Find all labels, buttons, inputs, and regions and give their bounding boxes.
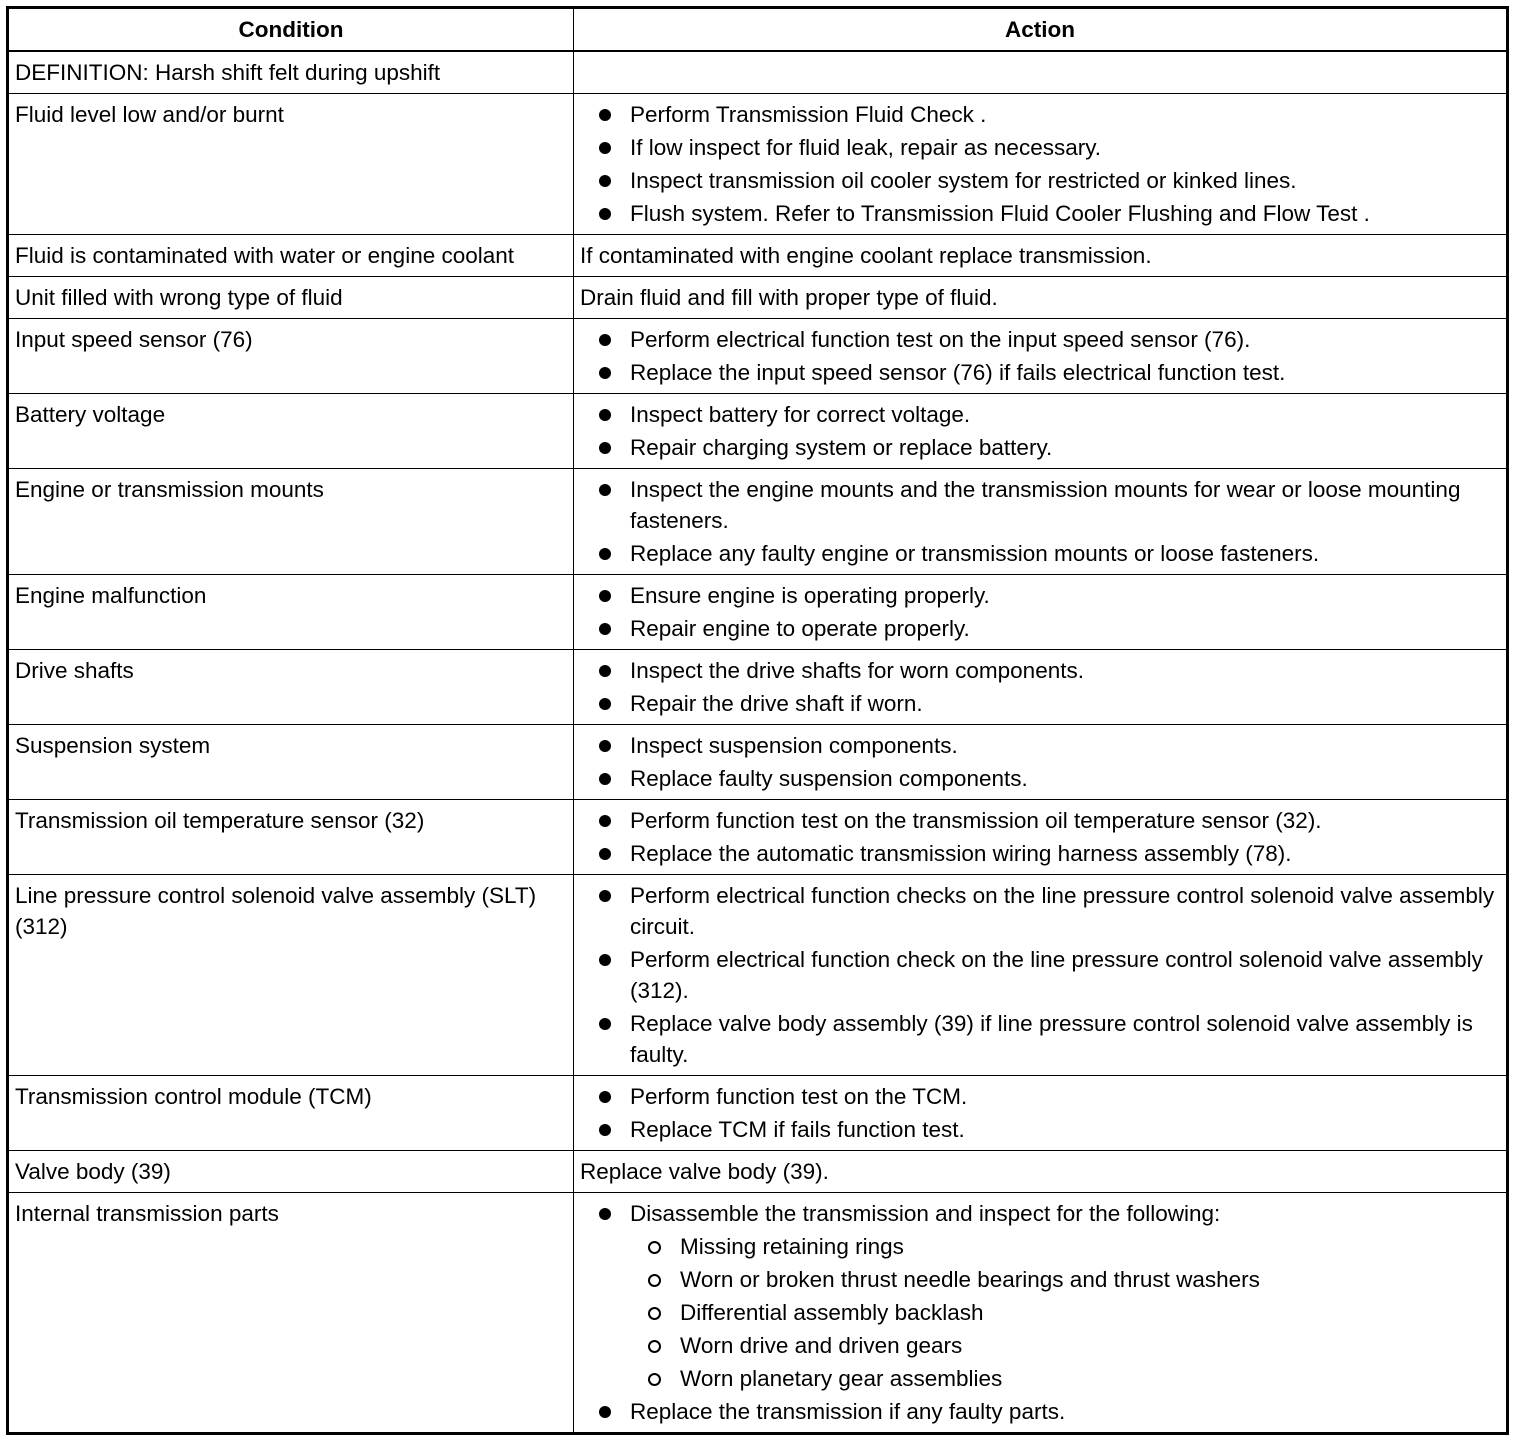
- list-item-text: Replace the input speed sensor (76) if fails electrical function test.: [630, 360, 1286, 385]
- list-item-text: Replace the automatic transmission wiring harness assembly (78).: [630, 841, 1292, 866]
- condition-cell: DEFINITION: Harsh shift felt during upshift: [8, 51, 574, 94]
- list-item-text: Perform electrical function test on the input speed sensor (76).: [630, 327, 1251, 352]
- bullet-dot-icon: [599, 1091, 611, 1103]
- list-item: [580, 730, 1500, 761]
- sub-list-item-text: Differential assembly backlash: [680, 1300, 984, 1325]
- list-item-text: Perform function test on the TCM.: [630, 1084, 968, 1109]
- list-item: [580, 1008, 1500, 1070]
- action-list: [580, 324, 1500, 388]
- action-list: [580, 474, 1500, 569]
- diagnostic-table: [6, 6, 1509, 1435]
- action-cell: [574, 725, 1508, 800]
- list-item: [580, 474, 1500, 536]
- sub-list: [630, 1231, 1500, 1394]
- table-row: [8, 51, 1508, 94]
- list-item: [580, 1396, 1500, 1427]
- bullet-circle-icon: [648, 1307, 661, 1320]
- list-item: [580, 655, 1500, 686]
- table-row: [8, 1193, 1508, 1434]
- condition-cell: Suspension system: [8, 725, 574, 800]
- action-column-header: Action: [574, 8, 1508, 52]
- bullet-dot-icon: [599, 665, 611, 677]
- list-item: [580, 1081, 1500, 1112]
- list-item: [580, 880, 1500, 942]
- action-cell: If contaminated with engine coolant replace transmission.: [574, 235, 1508, 277]
- action-cell: [574, 575, 1508, 650]
- bullet-dot-icon: [599, 1124, 611, 1136]
- list-item-text: Inspect battery for correct voltage.: [630, 402, 971, 427]
- list-item-text: Repair the drive shaft if worn.: [630, 691, 923, 716]
- table-row: [8, 277, 1508, 319]
- list-item: [580, 805, 1500, 836]
- bullet-dot-icon: [599, 1406, 611, 1418]
- list-item-text: Perform Transmission Fluid Check .: [630, 102, 987, 127]
- bullet-dot-icon: [599, 1208, 611, 1220]
- list-item: [580, 324, 1500, 355]
- table-row: [8, 875, 1508, 1076]
- sub-list-item: [630, 1231, 1500, 1262]
- bullet-dot-icon: [599, 548, 611, 560]
- action-cell: [574, 650, 1508, 725]
- condition-cell: Engine malfunction: [8, 575, 574, 650]
- list-item: [580, 838, 1500, 869]
- sub-list-item-text: Worn planetary gear assemblies: [680, 1366, 1003, 1391]
- action-cell: Replace valve body (39).: [574, 1151, 1508, 1193]
- action-list: [580, 399, 1500, 463]
- bullet-circle-icon: [648, 1373, 661, 1386]
- table-row: [8, 800, 1508, 875]
- condition-cell: Drive shafts: [8, 650, 574, 725]
- table-row: [8, 394, 1508, 469]
- list-item-text: Perform electrical function check on the line pressure control solenoid valve assembly (312).: [630, 947, 1483, 1003]
- action-cell: [574, 51, 1508, 94]
- action-list: [580, 880, 1500, 1070]
- list-item-text: Replace valve body assembly (39) if line pressure control solenoid valve assembly is faulty.: [630, 1011, 1473, 1067]
- action-list: [580, 805, 1500, 869]
- list-item-text: Replace faulty suspension components.: [630, 766, 1028, 791]
- sub-list-item: [630, 1297, 1500, 1328]
- list-item-text: Replace TCM if fails function test.: [630, 1117, 965, 1142]
- sub-list-item-text: Worn or broken thrust needle bearings and thrust washers: [680, 1267, 1260, 1292]
- action-list: [580, 580, 1500, 644]
- condition-cell: Battery voltage: [8, 394, 574, 469]
- list-item-text: Inspect suspension components.: [630, 733, 958, 758]
- bullet-dot-icon: [599, 623, 611, 635]
- bullet-dot-icon: [599, 142, 611, 154]
- list-item-text: Perform electrical function checks on the line pressure control solenoid valve assembly circuit.: [630, 883, 1495, 939]
- action-cell: [574, 94, 1508, 235]
- list-item: [580, 944, 1500, 1006]
- bullet-dot-icon: [599, 890, 611, 902]
- table-row: [8, 575, 1508, 650]
- action-cell: [574, 875, 1508, 1076]
- list-item: [580, 399, 1500, 430]
- list-item: [580, 1198, 1500, 1394]
- list-item-text: If low inspect for fluid leak, repair as necessary.: [630, 135, 1102, 160]
- table-row: [8, 650, 1508, 725]
- table-row: [8, 235, 1508, 277]
- action-cell: [574, 800, 1508, 875]
- list-item: [580, 763, 1500, 794]
- action-cell: [574, 394, 1508, 469]
- list-item: [580, 538, 1500, 569]
- list-item-text: Disassemble the transmission and inspect for the following:: [630, 1201, 1221, 1226]
- bullet-circle-icon: [648, 1241, 661, 1254]
- list-item-text: Perform function test on the transmission oil temperature sensor (32).: [630, 808, 1322, 833]
- condition-cell: Unit filled with wrong type of fluid: [8, 277, 574, 319]
- bullet-dot-icon: [599, 409, 611, 421]
- action-cell: Drain fluid and fill with proper type of fluid.: [574, 277, 1508, 319]
- list-item-text: Inspect transmission oil cooler system for restricted or kinked lines.: [630, 168, 1297, 193]
- condition-cell: Input speed sensor (76): [8, 319, 574, 394]
- sub-list-item: [630, 1264, 1500, 1295]
- list-item-text: Repair charging system or replace battery.: [630, 435, 1053, 460]
- list-item: [580, 99, 1500, 130]
- bullet-dot-icon: [599, 773, 611, 785]
- sub-list-item: [630, 1330, 1500, 1361]
- condition-cell: Internal transmission parts: [8, 1193, 574, 1434]
- condition-cell: Engine or transmission mounts: [8, 469, 574, 575]
- action-list: [580, 1198, 1500, 1427]
- bullet-dot-icon: [599, 590, 611, 602]
- list-item: [580, 357, 1500, 388]
- bullet-dot-icon: [599, 1018, 611, 1030]
- bullet-circle-icon: [648, 1274, 661, 1287]
- list-item: [580, 580, 1500, 611]
- bullet-dot-icon: [599, 815, 611, 827]
- sub-list-item-text: Missing retaining rings: [680, 1234, 904, 1259]
- action-list: [580, 99, 1500, 229]
- condition-cell: Valve body (39): [8, 1151, 574, 1193]
- sub-list-item-text: Worn drive and driven gears: [680, 1333, 963, 1358]
- list-item-text: Flush system. Refer to Transmission Fluid Cooler Flushing and Flow Test .: [630, 201, 1370, 226]
- action-list: [580, 730, 1500, 794]
- condition-cell: Fluid level low and/or burnt: [8, 94, 574, 235]
- list-item-text: Ensure engine is operating properly.: [630, 583, 990, 608]
- list-item: [580, 198, 1500, 229]
- bullet-dot-icon: [599, 334, 611, 346]
- bullet-dot-icon: [599, 208, 611, 220]
- table-body: [8, 51, 1508, 1434]
- sub-list-item: [630, 1363, 1500, 1394]
- list-item: [580, 165, 1500, 196]
- table-row: [8, 725, 1508, 800]
- bullet-dot-icon: [599, 442, 611, 454]
- list-item-text: Inspect the drive shafts for worn components.: [630, 658, 1084, 683]
- condition-cell: Fluid is contaminated with water or engine coolant: [8, 235, 574, 277]
- list-item: [580, 432, 1500, 463]
- bullet-dot-icon: [599, 175, 611, 187]
- condition-cell: Line pressure control solenoid valve assembly (SLT) (312): [8, 875, 574, 1076]
- list-item: [580, 613, 1500, 644]
- table-row: [8, 1151, 1508, 1193]
- list-item: [580, 132, 1500, 163]
- bullet-dot-icon: [599, 954, 611, 966]
- action-cell: [574, 319, 1508, 394]
- table-row: [8, 319, 1508, 394]
- action-cell: [574, 469, 1508, 575]
- list-item-text: Repair engine to operate properly.: [630, 616, 970, 641]
- action-cell: [574, 1076, 1508, 1151]
- bullet-dot-icon: [599, 484, 611, 496]
- list-item: [580, 1114, 1500, 1145]
- action-list: [580, 655, 1500, 719]
- list-item: [580, 688, 1500, 719]
- table-row: [8, 469, 1508, 575]
- bullet-dot-icon: [599, 848, 611, 860]
- action-cell: [574, 1193, 1508, 1434]
- header-row: [8, 8, 1508, 52]
- bullet-circle-icon: [648, 1340, 661, 1353]
- bullet-dot-icon: [599, 109, 611, 121]
- table-row: [8, 94, 1508, 235]
- table-row: [8, 1076, 1508, 1151]
- bullet-dot-icon: [599, 740, 611, 752]
- list-item-text: Replace the transmission if any faulty parts.: [630, 1399, 1066, 1424]
- bullet-dot-icon: [599, 698, 611, 710]
- condition-column-header: Condition: [8, 8, 574, 52]
- action-list: [580, 1081, 1500, 1145]
- list-item-text: Inspect the engine mounts and the transmission mounts for wear or loose mounting fasteners.: [630, 477, 1461, 533]
- condition-cell: Transmission oil temperature sensor (32): [8, 800, 574, 875]
- bullet-dot-icon: [599, 367, 611, 379]
- list-item-text: Replace any faulty engine or transmission mounts or loose fasteners.: [630, 541, 1320, 566]
- condition-cell: Transmission control module (TCM): [8, 1076, 574, 1151]
